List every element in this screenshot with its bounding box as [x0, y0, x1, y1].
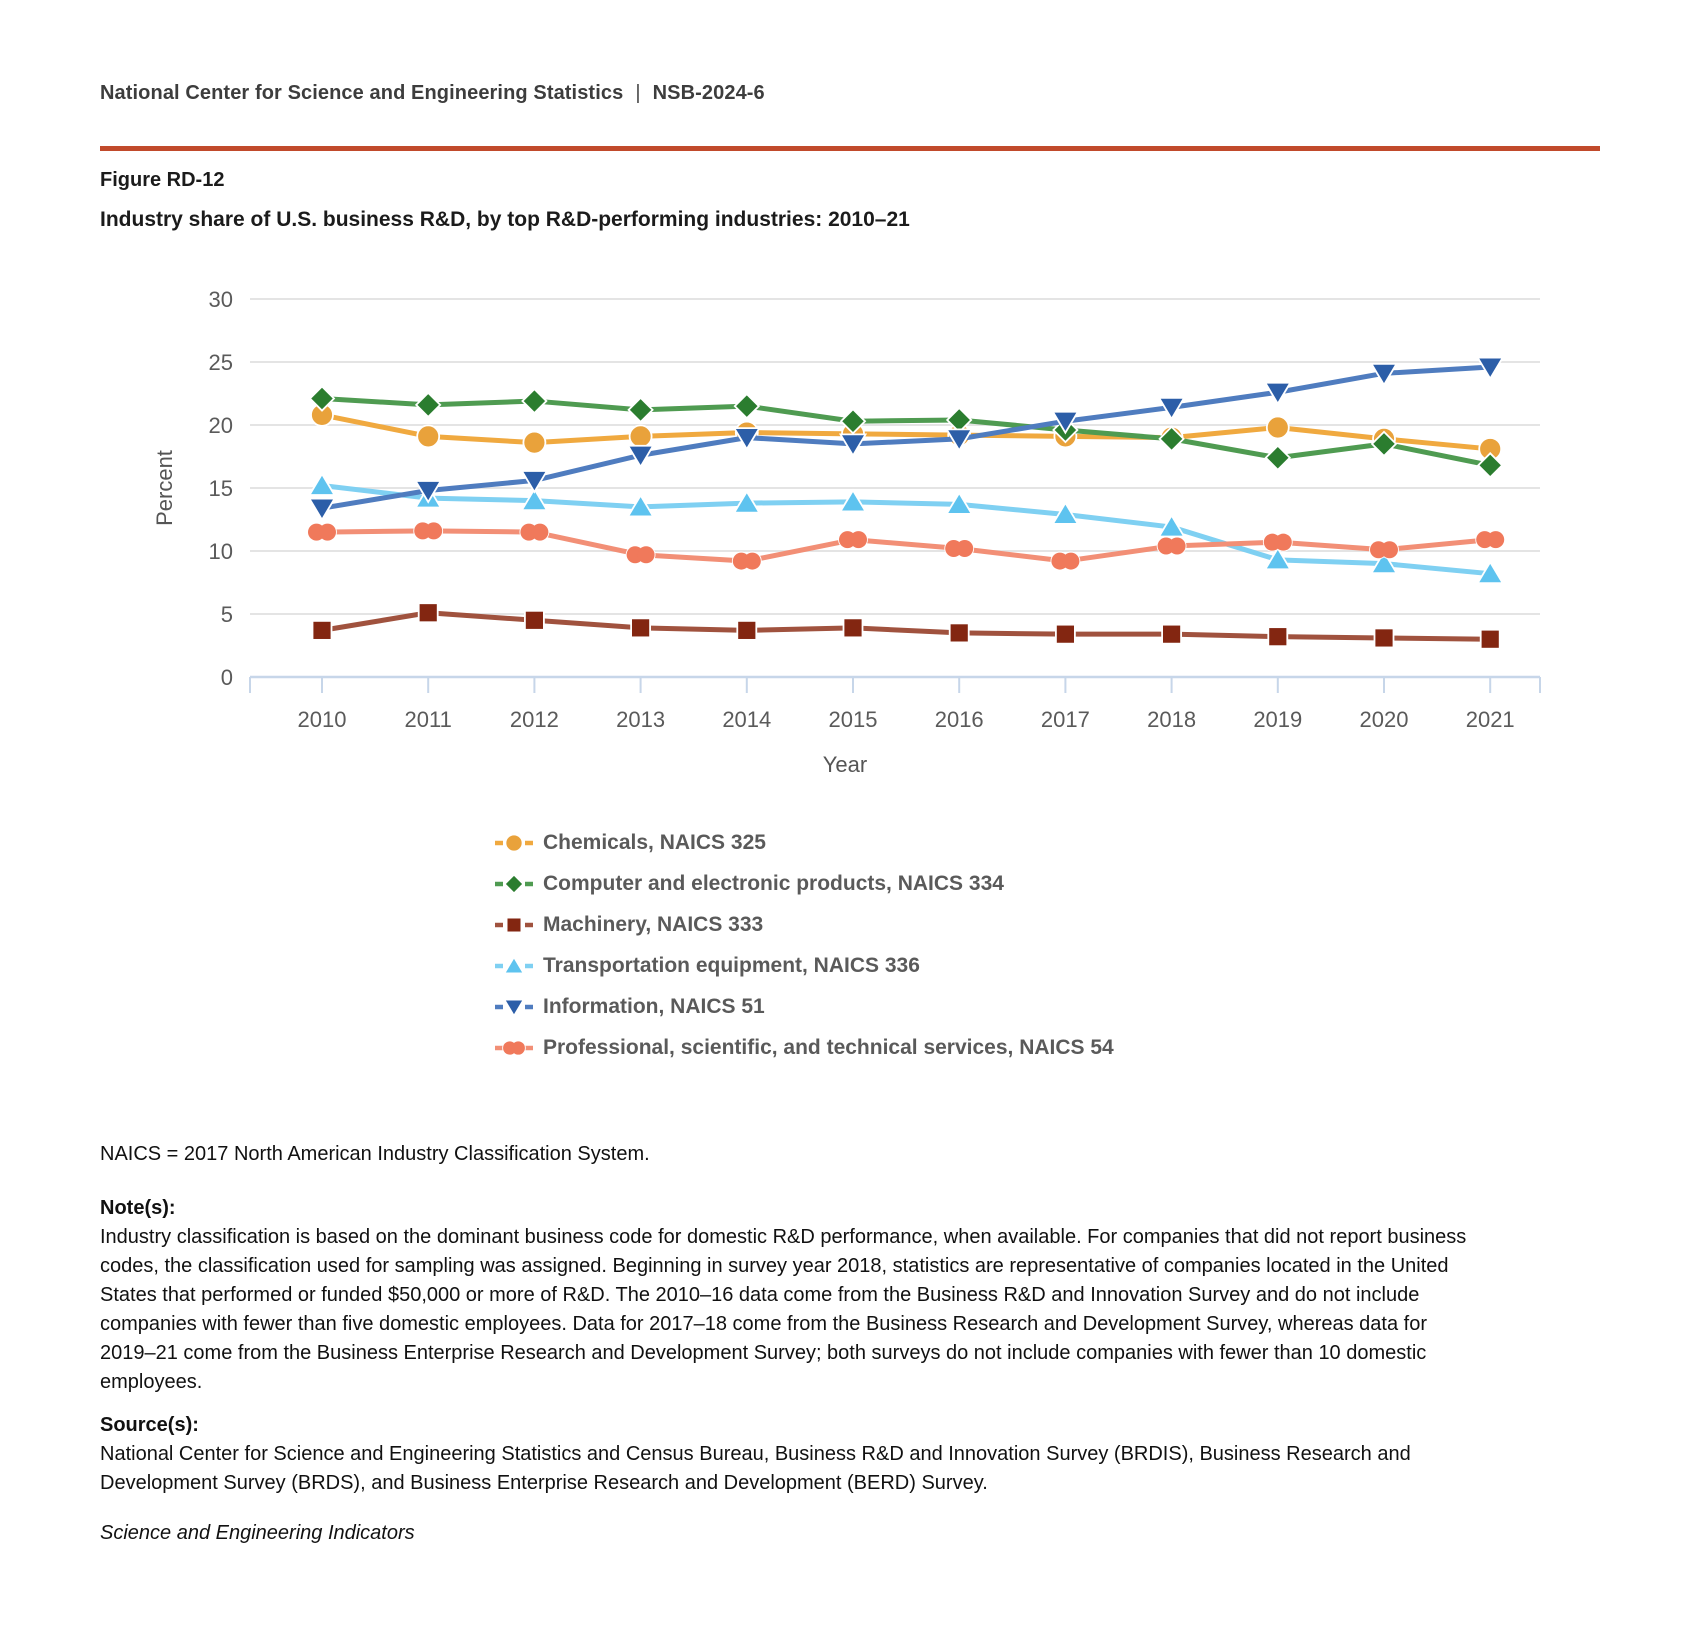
legend-label: Transportation equipment, NAICS 336 — [543, 953, 920, 977]
x-tick-label: 2012 — [509, 707, 559, 732]
data-point-marker — [1162, 625, 1181, 644]
square-legend-marker-icon — [494, 912, 534, 938]
y-tick-label: 20 — [208, 413, 233, 438]
x-tick-label: 2017 — [1040, 707, 1090, 732]
data-point-marker — [417, 425, 439, 447]
line-chart — [100, 265, 1600, 785]
abbreviation-note: NAICS = 2017 North American Industry Classification System. — [100, 1143, 650, 1165]
legend-label: Professional, scientific, and technical services, NAICS 54 — [543, 1035, 1114, 1059]
x-tick-label: 2016 — [934, 707, 984, 732]
legend-label: Machinery, NAICS 333 — [543, 912, 764, 936]
notes-heading: Note(s): — [100, 1197, 176, 1219]
accent-divider — [100, 146, 1600, 151]
header-org-name: National Center for Science and Engineering Statistics — [100, 82, 624, 104]
data-point-marker — [504, 999, 524, 1015]
data-point-marker — [419, 603, 438, 622]
legend-label: Information, NAICS 51 — [543, 994, 765, 1018]
figure-title: Industry share of U.S. business R&D, by top R&D-performing industries: 2010–21 — [100, 208, 910, 231]
series-machinery — [313, 603, 1500, 648]
figure-label: Figure RD-12 — [100, 169, 225, 191]
data-point-marker — [505, 834, 522, 851]
x-tick-label: 2011 — [404, 707, 452, 732]
y-tick-label: 25 — [208, 350, 233, 375]
peanut-legend-marker-icon — [494, 1035, 534, 1061]
triangle-up-legend-marker-icon — [494, 953, 534, 979]
data-point-marker — [504, 957, 524, 973]
x-tick-label: 2019 — [1253, 707, 1303, 732]
x-tick-label: 2020 — [1359, 707, 1409, 732]
data-point-marker — [416, 393, 440, 417]
x-tick-label: 2015 — [828, 707, 878, 732]
y-tick-label: 30 — [208, 287, 233, 312]
data-point-marker — [1481, 630, 1500, 649]
data-point-marker — [1268, 627, 1287, 646]
x-tick-label: 2013 — [616, 707, 666, 732]
data-point-marker — [735, 394, 759, 418]
data-point-marker — [1375, 628, 1394, 647]
data-point-marker — [844, 618, 863, 637]
x-axis-title: Year — [822, 752, 868, 777]
chart-canvas — [100, 265, 1600, 785]
data-point-marker — [319, 524, 336, 541]
data-point-marker — [531, 524, 548, 541]
data-point-marker — [512, 1041, 525, 1054]
data-point-marker — [525, 611, 544, 630]
data-point-marker — [1267, 417, 1289, 439]
data-point-marker — [522, 389, 546, 413]
data-point-marker — [1056, 625, 1075, 644]
y-tick-label: 0 — [220, 665, 233, 690]
data-point-marker — [507, 917, 522, 932]
legend-label: Computer and electronic products, NAICS 334 — [543, 871, 1004, 895]
series-transportation-equipment — [310, 474, 1503, 583]
data-point-marker — [950, 623, 969, 642]
legend-item-computer-and-electronic-products — [494, 870, 1599, 897]
data-point-marker — [523, 432, 545, 454]
legend-item-transportation-equipment — [494, 952, 1599, 979]
legend-item-professional-scientific-technical-services — [494, 1034, 1599, 1061]
x-tick-label: 2018 — [1147, 707, 1197, 732]
attribution: Science and Engineering Indicators — [100, 1522, 415, 1544]
chart-legend — [494, 829, 1599, 1061]
data-point-marker — [1275, 534, 1292, 551]
y-axis-title: Percent — [152, 450, 177, 526]
data-point-marker — [425, 522, 442, 539]
diamond-legend-marker-icon — [494, 871, 534, 897]
data-point-marker — [956, 540, 973, 557]
data-point-marker — [744, 553, 761, 570]
data-point-marker — [1169, 537, 1186, 554]
x-tick-label: 2021 — [1465, 707, 1515, 732]
circle-legend-marker-icon — [494, 830, 534, 856]
data-point-marker — [505, 874, 524, 893]
document-header — [100, 82, 1599, 105]
data-point-marker — [630, 425, 652, 447]
data-point-marker — [737, 621, 756, 640]
series-line-machinery — [322, 613, 1490, 639]
data-point-marker — [1062, 553, 1079, 570]
data-point-marker — [1381, 541, 1398, 558]
header-separator: | — [635, 82, 641, 104]
data-point-marker — [631, 618, 650, 637]
sources-text: National Center for Science and Engineering Statistics and Census Bureau, Business R&D and Innovation Survey (BRDIS), Business Research and Development Survey (BRDS), and Business Enterprise Research and Development (BERD) Survey. — [100, 1443, 1411, 1494]
y-tick-label: 10 — [208, 539, 233, 564]
legend-item-information — [494, 993, 1599, 1020]
data-point-marker — [1266, 446, 1290, 470]
data-point-marker — [629, 398, 653, 422]
footnotes — [100, 1140, 1485, 1548]
legend-label: Chemicals, NAICS 325 — [543, 830, 766, 854]
legend-item-chemicals — [494, 829, 1599, 856]
data-point-marker — [313, 621, 332, 640]
x-tick-label: 2014 — [722, 707, 772, 732]
notes-text: Industry classification is based on the dominant business code for domestic R&D performance, when available. For companies that did not report business codes, the classification used for sampling was assigned. Beginning in survey year 2018, statistics are representative of companies located in the United States that performed or funded $50,000 or more of R&D. The 2010–16 data come from the Business R&D and Innovation Survey and do not include companies with fewer than five domestic employees. Data for 2017–18 come from the Business Research and Development Survey, whereas data for 2019–21 come from the Business Enterprise Research and Development Survey; both surveys do not include companies with fewer than 10 domestic employees. — [100, 1226, 1467, 1393]
triangle-down-legend-marker-icon — [494, 994, 534, 1020]
series-line-information — [322, 367, 1490, 508]
y-tick-label: 15 — [208, 476, 233, 501]
data-point-marker — [638, 546, 655, 563]
header-report-id: NSB-2024-6 — [652, 82, 765, 104]
data-point-marker — [1487, 531, 1504, 548]
legend-item-machinery — [494, 911, 1599, 938]
y-tick-label: 5 — [220, 602, 233, 627]
series-line-professional-scientific-technical-services — [322, 531, 1490, 561]
x-tick-label: 2010 — [297, 707, 347, 732]
sources-heading: Source(s): — [100, 1414, 199, 1436]
data-point-marker — [850, 531, 867, 548]
